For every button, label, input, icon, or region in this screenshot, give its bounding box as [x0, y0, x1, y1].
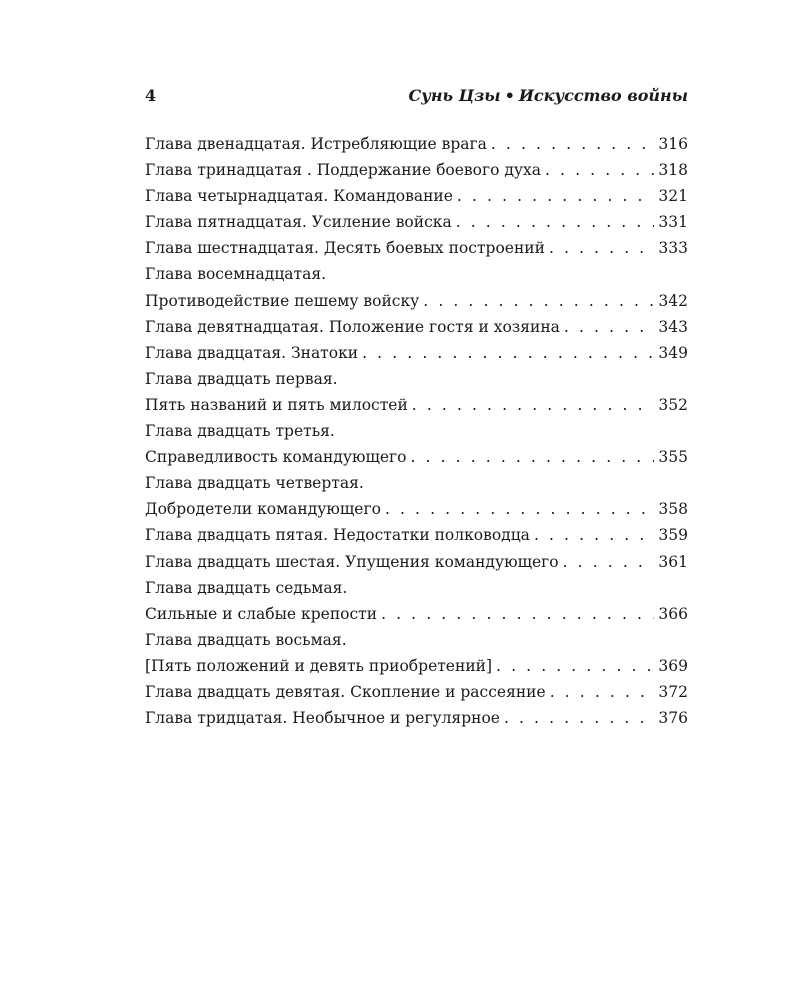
toc-dot-leader	[563, 549, 655, 575]
toc-page-number: 321	[658, 187, 688, 206]
toc-page-number: 352	[658, 395, 688, 414]
toc-entry-title: Глава двадцать девятая. Скопление и рассеяние	[145, 682, 546, 701]
toc-page-number: 376	[658, 709, 688, 728]
toc-page-number: 333	[658, 239, 688, 258]
toc-dot-leader	[456, 209, 655, 235]
toc-dot-leader	[381, 601, 654, 627]
running-head-author: Сунь Цзы	[408, 86, 501, 105]
toc-entry	[145, 288, 688, 314]
toc-entry-title: Глава двадцать седьмая.	[145, 578, 348, 597]
toc-entry-title: Глава двадцать третья.	[145, 422, 335, 441]
toc-entry	[145, 653, 688, 679]
toc-page-number: 361	[658, 552, 688, 571]
toc-entry	[145, 705, 688, 731]
toc-entry	[145, 496, 688, 522]
toc-entry	[145, 444, 688, 470]
toc-page-number: 331	[658, 213, 688, 232]
page-header	[145, 86, 688, 110]
toc-entry	[145, 522, 688, 548]
toc-entry-title: Глава тринадцатая . Поддержание боевого духа	[145, 161, 541, 180]
toc-entry	[145, 470, 688, 496]
toc-entry	[145, 209, 688, 235]
toc-dot-leader	[412, 392, 655, 418]
toc-page-number: 358	[658, 500, 688, 519]
toc-entry-title: Глава двадцатая. Знатоки	[145, 343, 359, 362]
toc-entry	[145, 340, 688, 366]
toc-dot-leader	[496, 653, 654, 679]
running-head	[409, 86, 688, 105]
toc-page-number: 343	[658, 317, 688, 336]
toc-dot-leader	[423, 288, 654, 314]
toc-entry	[145, 575, 688, 601]
toc-dot-leader	[411, 444, 655, 470]
toc-entry	[145, 314, 688, 340]
toc-page-number: 342	[658, 291, 688, 310]
toc-entry-title: [Пять положений и девять приобретений]	[145, 656, 493, 675]
toc-dot-leader	[491, 131, 655, 157]
toc-entry-title: Глава шестнадцатая. Десять боевых построений	[145, 239, 545, 258]
toc-entry-title: Глава тридцатая. Необычное и регулярное	[145, 709, 500, 728]
toc-dot-leader	[549, 235, 654, 261]
toc-entry-title: Глава двадцать шестая. Упущения командующего	[145, 552, 559, 571]
toc-page-number: 359	[658, 526, 688, 545]
toc-entry-title: Добродетели командующего	[145, 500, 381, 519]
toc-page-number: 355	[658, 448, 688, 467]
toc-entry-title: Противодействие пешему войску	[145, 291, 420, 310]
toc-entry	[145, 679, 688, 705]
running-head-title: Искусство войны	[518, 86, 688, 105]
toc-entry	[145, 418, 688, 444]
toc-dot-leader	[504, 705, 654, 731]
toc-entry	[145, 392, 688, 418]
toc-entry-title: Глава восемнадцатая.	[145, 265, 327, 284]
toc-entry-title: Глава двадцать пятая. Недостатки полководца	[145, 526, 530, 545]
toc-dot-leader	[564, 314, 654, 340]
toc-page-number: 349	[658, 343, 688, 362]
toc-entry	[145, 366, 688, 392]
toc-dot-leader	[385, 496, 654, 522]
toc-page-number: 318	[658, 161, 688, 180]
toc-entry	[145, 157, 688, 183]
toc-dot-leader	[545, 157, 654, 183]
toc-page-number: 316	[658, 135, 688, 153]
toc-entry-title: Глава двенадцатая. Истребляющие врага	[145, 135, 487, 153]
toc-dot-leader	[457, 183, 655, 209]
toc-dot-leader	[550, 679, 655, 705]
toc-entry	[145, 235, 688, 261]
toc-dot-leader	[534, 522, 654, 548]
toc-entry-title: Пять названий и пять милостей	[145, 395, 408, 414]
toc-entry	[145, 183, 688, 209]
toc-entry-title: Глава четырнадцатая. Командование	[145, 187, 453, 206]
toc-entry-title: Глава двадцать четвертая.	[145, 474, 364, 493]
toc-entry-title: Глава девятнадцатая. Положение гостя и хозяина	[145, 317, 560, 336]
toc-entry	[145, 131, 688, 157]
table-of-contents	[145, 131, 688, 731]
toc-entry	[145, 601, 688, 627]
toc-dot-leader	[362, 340, 654, 366]
toc-page-number: 366	[658, 604, 688, 623]
toc-entry-title: Глава двадцать восьмая.	[145, 630, 347, 649]
toc-page-number: 369	[658, 656, 688, 675]
toc-entry	[145, 261, 688, 287]
toc-entry-title: Глава двадцать первая.	[145, 369, 338, 388]
toc-page-number: 372	[658, 682, 688, 701]
toc-entry-title: Сильные и слабые крепости	[145, 604, 378, 623]
toc-entry-title: Справедливость командующего	[145, 448, 407, 467]
toc-entry	[145, 627, 688, 653]
running-head-separator: •	[504, 86, 515, 105]
page-number: 4	[145, 86, 157, 105]
toc-entry	[145, 549, 688, 575]
toc-entry-title: Глава пятнадцатая. Усиление войска	[145, 213, 452, 232]
